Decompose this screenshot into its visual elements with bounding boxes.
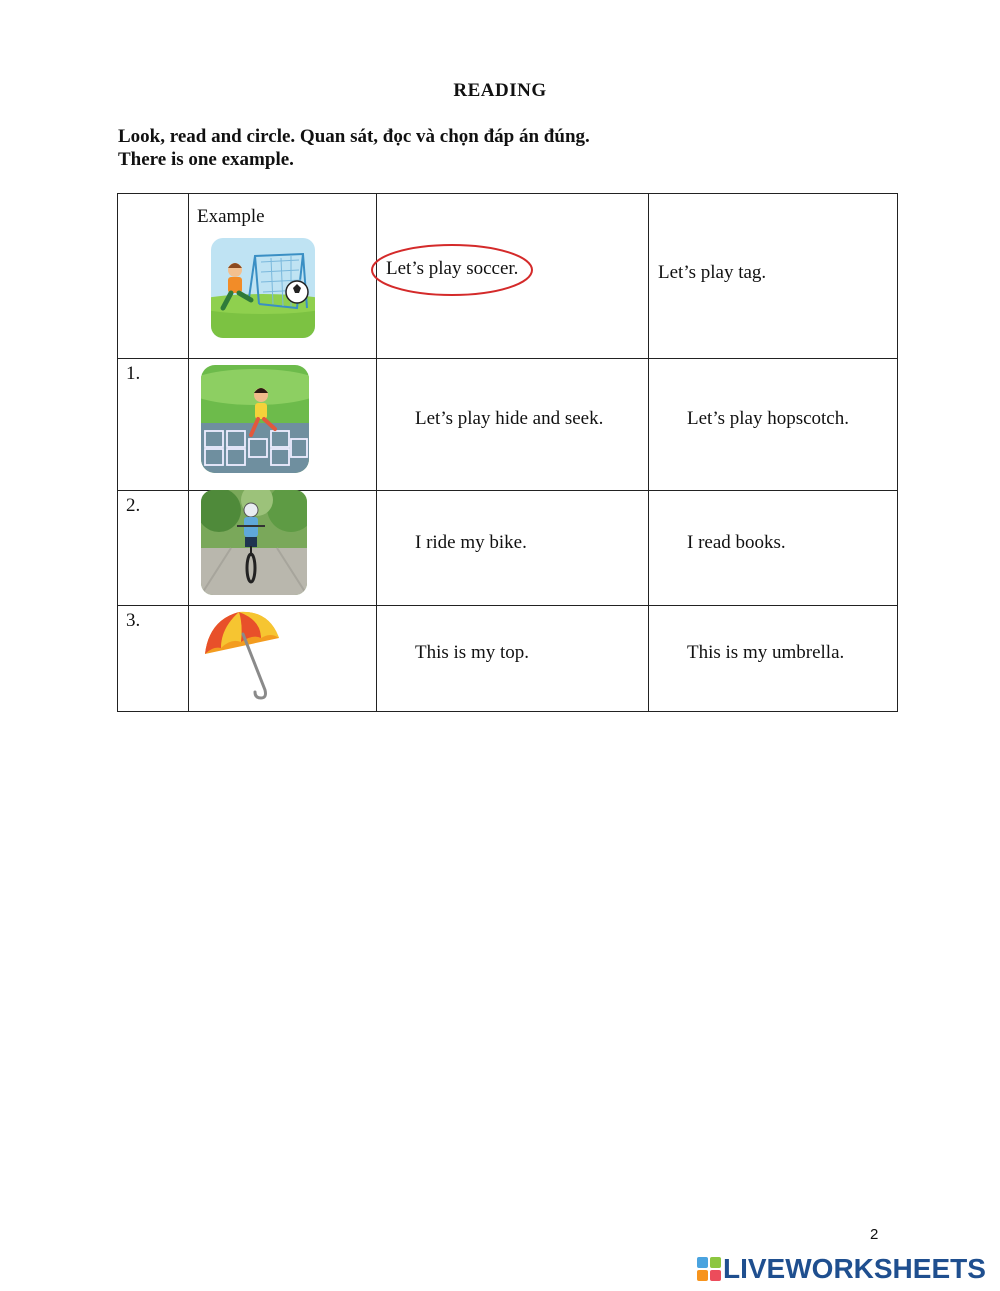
question-option-b[interactable]: I read books.: [687, 532, 786, 553]
question-option-a-cell[interactable]: [377, 491, 649, 606]
question-option-b-cell[interactable]: [649, 491, 898, 606]
question-option-b-cell[interactable]: [649, 359, 898, 491]
boy-riding-bike-icon: [201, 490, 307, 595]
example-number-cell: [118, 194, 189, 359]
question-row: [118, 359, 898, 491]
question-number: 3.: [126, 610, 141, 631]
question-option-a[interactable]: This is my top.: [415, 642, 530, 663]
umbrella-icon: [203, 608, 281, 702]
example-row: [118, 194, 898, 359]
liveworksheets-logo-icon: [697, 1257, 721, 1281]
example-option-b-cell[interactable]: [649, 194, 898, 359]
instruction-line-1: Look, read and circle. Quan sát, đọc và chọn đáp án đúng.: [118, 126, 590, 147]
liveworksheets-logo[interactable]: [697, 1254, 986, 1284]
question-option-a-cell[interactable]: [377, 606, 649, 712]
example-label: Example: [197, 206, 265, 227]
example-picture-cell: [189, 194, 377, 359]
question-option-a[interactable]: I ride my bike.: [415, 532, 527, 553]
question-number: 2.: [126, 495, 141, 516]
soccer-kick-icon: [211, 238, 315, 338]
question-number: 1.: [126, 363, 141, 384]
question-number-cell: [118, 606, 189, 712]
question-row: [118, 491, 898, 606]
question-option-b-cell[interactable]: [649, 606, 898, 712]
question-option-a-cell[interactable]: [377, 359, 649, 491]
question-option-a[interactable]: Let’s play hide and seek.: [415, 408, 604, 429]
hopscotch-girl-icon: [201, 365, 309, 473]
example-option-a-cell[interactable]: [377, 194, 649, 359]
instruction-line-2: There is one example.: [118, 149, 294, 170]
question-picture-cell: [189, 359, 377, 491]
brand-name: LIVEWORKSHEETS: [723, 1253, 986, 1284]
answer-circle: [369, 242, 535, 298]
question-number-cell: [118, 491, 189, 606]
example-option-a[interactable]: Let’s play soccer.: [386, 258, 519, 279]
question-picture-cell: [189, 491, 377, 606]
question-picture-cell: [189, 606, 377, 712]
example-option-b[interactable]: Let’s play tag.: [658, 262, 767, 283]
question-row: [118, 606, 898, 712]
question-number-cell: [118, 359, 189, 491]
question-option-b[interactable]: Let’s play hopscotch.: [687, 408, 849, 429]
question-option-b[interactable]: This is my umbrella.: [687, 642, 845, 663]
page-title: READING: [453, 80, 547, 101]
exercise-table: [117, 193, 898, 712]
page-number: 2: [870, 1226, 879, 1243]
